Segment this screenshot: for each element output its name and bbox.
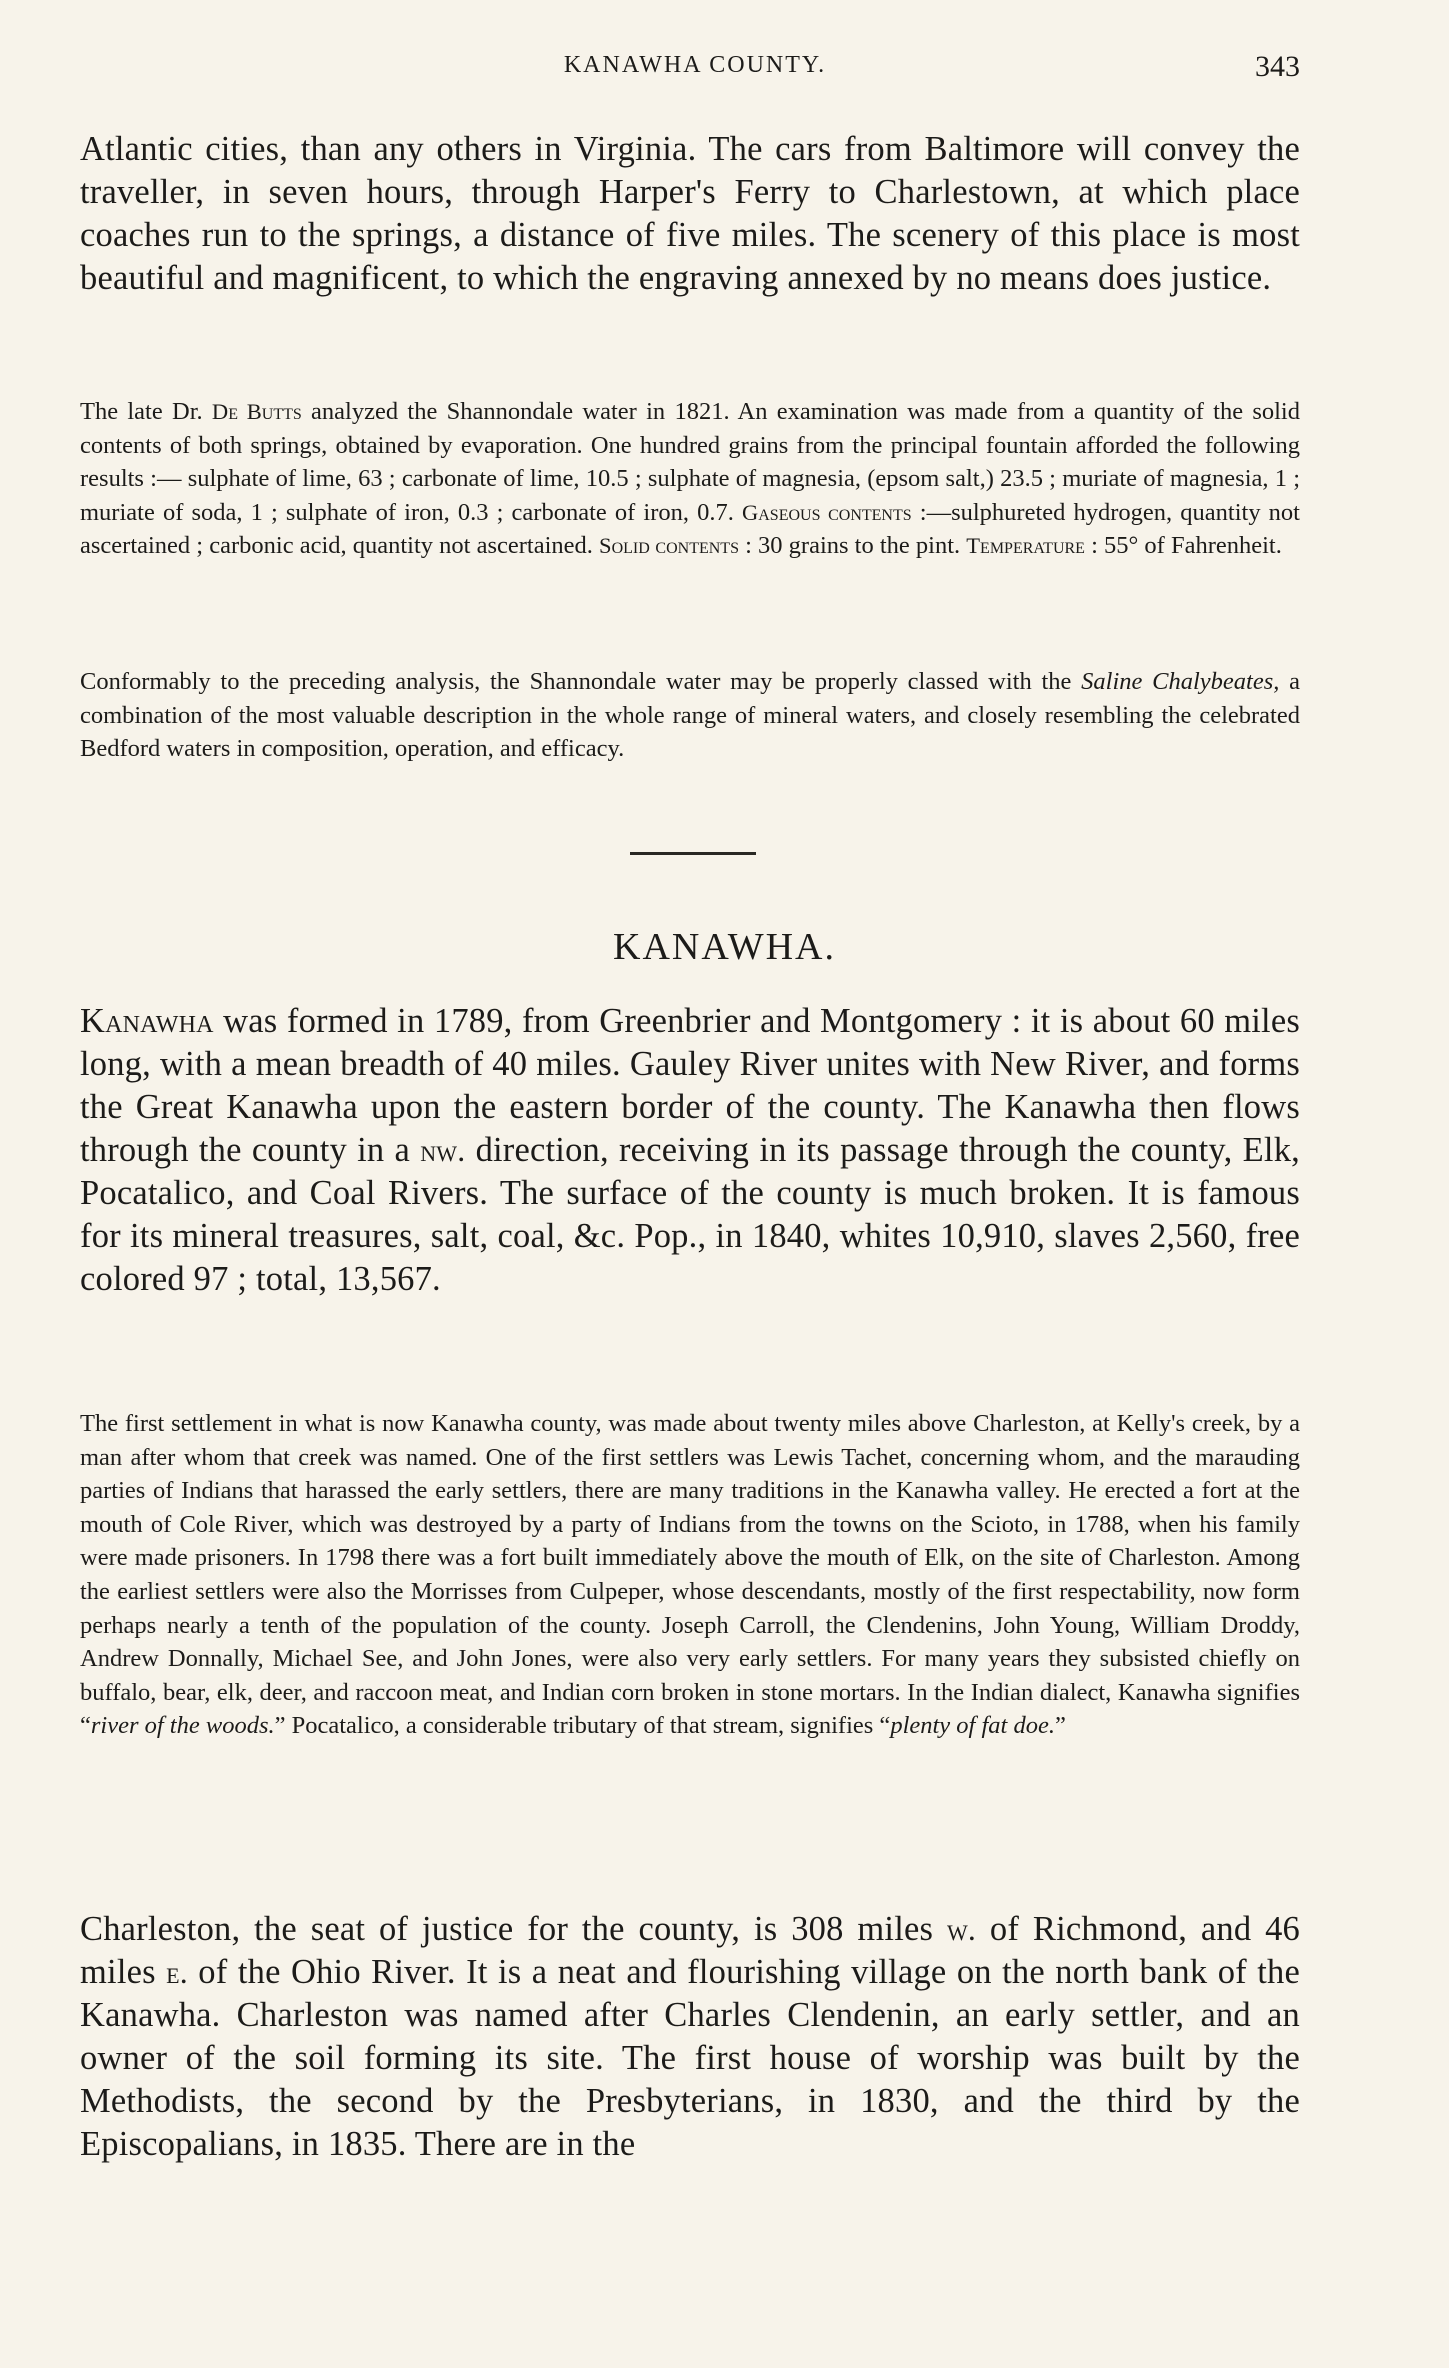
shannondale-intro-paragraph (80, 128, 1300, 300)
formation-text-1: was formed in 1789, from Greenbrier and Montgomery : it is about 60 miles long, with a mean breadth of 40 miles. Gauley River unites with New River, and forms the Great Kanawha upon the eastern border of the county. The Kanawha then flows through the county in a (80, 1002, 1300, 1169)
charleston-direction-east: e. (166, 1955, 188, 1990)
charleston-paragraph (80, 1908, 1300, 2166)
classification-text-1: Conformably to the preceding analysis, the Shannondale water may be properly classed with the (80, 668, 1082, 695)
analysis-text-2: analyzed the Shannondale water in 1821. An examination was made from a quantity of the solid contents of both springs, obtained by evaporation. One hundred grains from the principal fountain afforded the following results :— sulphate of lime, 63 ; carbonate of lime, 10.5 ; sulphate of magnesia, (epsom salt,) 23.5 ; muriate of magnesia, 1 ; muriate of soda, 1 ; sulphate of iron, 0.3 ; carbonate of iron, 0.7. (80, 398, 1300, 526)
settlement-text-3: ” (1054, 1712, 1066, 1740)
formation-lead-word: Kanawha (80, 1002, 214, 1040)
gaseous-contents-label: Gaseous contents (741, 499, 912, 525)
temperature-label: Temperature (966, 533, 1085, 559)
settlement-text-1: The first settlement in what is now Kanawha county, was made about twenty miles above Charleston, at Kelly's creek, by a man after whom that creek was named. One of the first settlers was Lewis Tachet, concerning whom, and the marauding parties of Indians that harassed the early settlers, there are many traditions in the Kanawha valley. He erected a fort at the mouth of Cole River, which was destroyed by a party of Indians from the towns on the Scioto, in 1788, when his family were made prisoners. In 1798 there was a fort built immediately above the mouth of Elk, on the site of Charleston. Among the earliest settlers were also the Morrisses from Culpeper, whose descendants, mostly of the first respectability, now form perhaps nearly a tenth of the population of the county. Joseph Carroll, the Clendenins, John Young, William Droddy, Andrew Donnally, Michael See, and John Jones, were also very early settlers. For many years they subsisted chiefly on buffalo, bear, elk, deer, and raccoon meat, and Indian corn broken in stone mortars. In the Indian dialect, Kanawha signifies “ (80, 1410, 1300, 1740)
shannondale-classification-text (80, 665, 1300, 766)
running-title: KANAWHA COUNTY. (563, 52, 827, 78)
kanawha-formation-paragraph (80, 1000, 1300, 1301)
kanawha-formation-text (80, 1000, 1300, 1301)
classification-text-2: a combination of the most valuable description in the whole range of mineral waters, and closely resembling the celebrated Bedford waters in composition, operation, and efficacy. (80, 668, 1301, 763)
section-divider-rule (630, 852, 756, 855)
settlement-text-2: ” Pocatalico, a considerable tributary of that stream, signifies “ (274, 1712, 891, 1740)
analysis-text-3: :—sulphureted hydrogen, quantity not ascertained ; carbonic acid, quantity not ascertained. (80, 498, 1300, 560)
analysis-text-5: : 55° of Fahrenheit. (1084, 532, 1282, 560)
charleston-text-3: of the Ohio River. It is a neat and flourishing village on the north bank of the Kanawha. Charleston was named after Charles Clendenin, an early settler, and an owner of the soil forming its site. The first house of worship was built by the Methodists, the second by the Presbyterians, in 1830, and the third by the Episcopalians, in 1835. There are in the (80, 1953, 1300, 2163)
charleston-direction-west: w. (946, 1912, 977, 1947)
solid-contents-label: Solid contents (599, 533, 739, 559)
charleston-text-1: Charleston, the seat of justice for the county, is 308 miles (80, 1910, 947, 1948)
charleston-text (80, 1908, 1300, 2166)
charleston-text-2: of Richmond, and 46 miles (80, 1910, 1300, 1991)
running-head (90, 52, 1300, 92)
shannondale-analysis-text (80, 395, 1300, 563)
section-title: KANAWHA. (613, 926, 836, 968)
shannondale-intro-text: Atlantic cities, than any others in Virginia. The cars from Baltimore will convey the traveller, in seven hours, through Harper's Ferry to Charlestown, at which place coaches run to the springs, a distance of five miles. The scenery of this place is most beautiful and magnificent, to which the engraving annexed by no means does justice. (80, 130, 1300, 297)
classification-italic: Saline Chalybeates, (1081, 668, 1280, 695)
kanawha-settlement-paragraph (80, 1407, 1300, 1743)
formation-direction: nw. (420, 1133, 466, 1168)
page-number: 343 (1255, 50, 1300, 83)
analysis-text-4: : 30 grains to the pint. (738, 532, 967, 560)
shannondale-classification-paragraph (80, 665, 1300, 766)
settlement-italic-1: river of the woods. (90, 1712, 275, 1740)
formation-text-2: direction, receiving in its passage through the county, Elk, Pocatalico, and Coal Rivers. The surface of the county is much broken. It is famous for its mineral treasures, salt, coal, &c. Pop., in 1840, whites 10,910, slaves 2,560, free colored 97 ; total, 13,567. (80, 1131, 1300, 1298)
analyst-name: De Butts (211, 399, 302, 424)
analysis-text-1: The late Dr. (80, 398, 212, 425)
shannondale-analysis-paragraph (80, 395, 1300, 563)
kanawha-settlement-text (80, 1407, 1300, 1743)
settlement-italic-2: plenty of fat doe. (890, 1712, 1055, 1740)
